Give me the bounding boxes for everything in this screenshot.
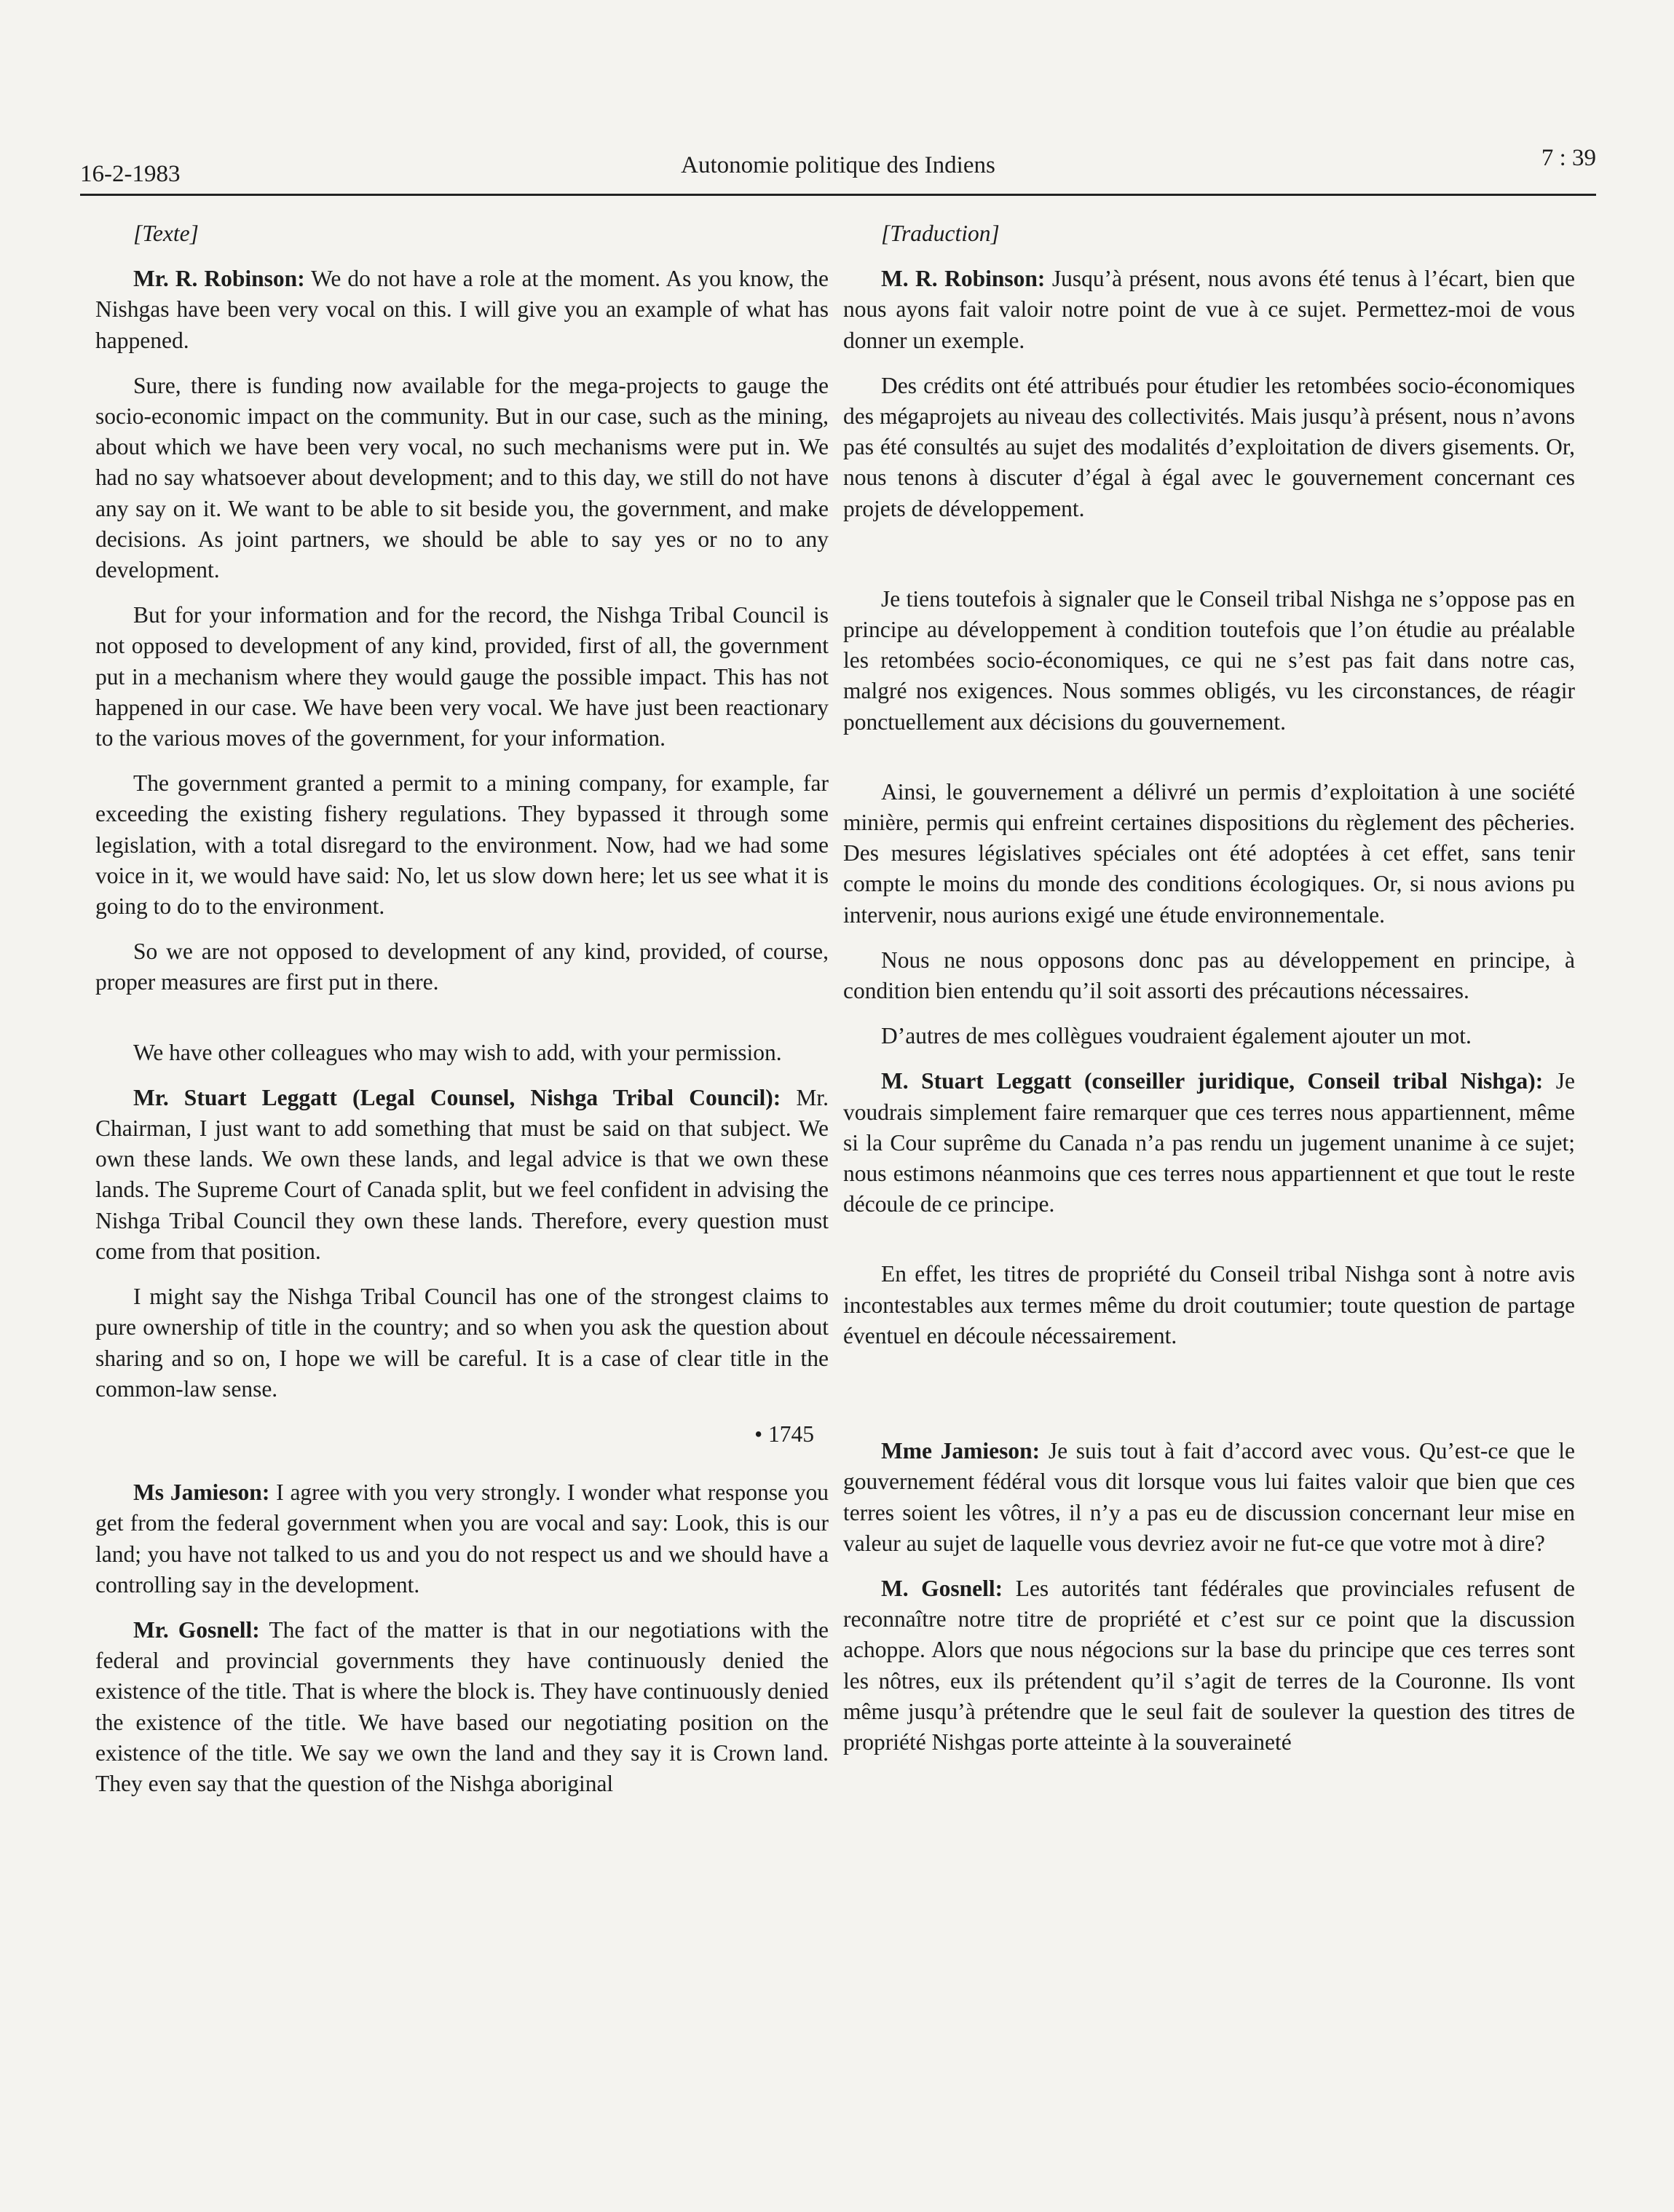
- french-column: [843, 218, 1575, 1772]
- english-paragraph: [95, 1477, 829, 1600]
- french-paragraph: Des crédits ont été attribués pour étudier les retombées socio-économiques des mégaprojets au niveau des collectivités. Mais jusqu’à présent, nous n’avons pas été consultés au sujet des modalités d’exploitation de divers gisements. Or, nous tenons à discuter d’égal à égal avec le gouvernement concernant ces projets de développement.: [843, 372, 1575, 521]
- speaker-name: Mr. Gosnell:: [133, 1616, 260, 1643]
- english-paragraph: We have other colleagues who may wish to add, with your permission.: [133, 1039, 782, 1065]
- spacer: [95, 1013, 829, 1038]
- paragraph-text: We do not have a role at the moment. As you know, the Nishgas have been very vocal on this. I will give you an example of what has happened.: [95, 266, 829, 353]
- english-paragraph: I might say the Nishga Tribal Council has one of the strongest claims to pure ownership of title in the country; and so when you ask the question about sharing and so on, I hope we will be careful. It is a case of clear title in the common-law sense.: [95, 1284, 829, 1402]
- french-tag: [Traduction]: [881, 221, 1000, 246]
- header-date: 16-2-1983: [80, 161, 181, 187]
- french-paragraph: Nous ne nous opposons donc pas au développement en principe, à condition bien entendu qu’il soit assorti des précautions nécessaires.: [843, 947, 1575, 1004]
- header-page-number: 7 : 39: [1541, 145, 1596, 171]
- speaker-name: M. Gosnell:: [881, 1575, 1003, 1601]
- spacer: [843, 1411, 1575, 1436]
- english-paragraph: [95, 264, 829, 356]
- paragraph-text: Mr. Chairman, I just want to add something that must be said on that subject. We own these lands. We own these lands, and legal advice is that we own these lands. The Supreme Court of Canada split, but we feel confident in advising the Nishga Tribal Council they own these lands. Therefore, every question must come from that position.: [95, 1084, 829, 1264]
- page-header: [80, 143, 1596, 196]
- speaker-name: M. Stuart Leggatt (conseiller juridique, Conseil tribal Nishga):: [881, 1068, 1544, 1094]
- paragraph-text: Je suis tout à fait d’accord avec vous. Qu’est-ce que le gouvernement fédéral vous dit lorsque vous lui faites valoir que bien que ces terres soient les vôtres, il n’y a pas eu de discussion concernant leur mise en valeur au sujet de laquelle vous devriez avoir ne fut-ce que votre mot à dire?: [843, 1438, 1575, 1556]
- english-paragraph: Sure, there is funding now available for the mega-projects to gauge the socio-economic impact on the community. But in our case, such as the mining, about which we have been very vocal, no such mechanisms were put in. We had no say whatsoever about development; and to this day, we still do not have any say on it. We want to be able to sit beside you, the government, and make decisions. As joint partners, we should be able to say yes or no to any development.: [95, 372, 829, 583]
- header-title: Autonomie politique des Indiens: [681, 152, 995, 178]
- paragraph-text: I agree with you very strongly. I wonder what response you get from the federal government when you are vocal and say: Look, this is our land; you have not talked to us and you do not respect us and we should have a controlling say in the development.: [95, 1480, 829, 1597]
- french-paragraph: [843, 1573, 1575, 1758]
- paragraph-text: Jusqu’à présent, nous avons été tenus à l’écart, bien que nous ayons fait valoir notre point de vue à ce sujet. Permettez-moi de vous donner un exemple.: [843, 266, 1575, 353]
- paragraph-text: Je voudrais simplement faire remarquer que ces terres nous appartiennent, même si la Cour suprême du Canada n’a pas rendu un jugement unanime à ce sujet; nous estimons néanmoins que ces terres nous appartiennent et que tout le reste découle de ce principe.: [843, 1068, 1575, 1217]
- speaker-name: Mr. R. Robinson:: [133, 266, 305, 292]
- spacer: [843, 539, 1575, 584]
- english-column: [95, 218, 829, 1814]
- english-tag: [Texte]: [133, 221, 199, 246]
- time-marker: • 1745: [754, 1421, 814, 1447]
- french-paragraph: En effet, les titres de propriété du Conseil tribal Nishga sont à notre avis incontestables aux termes même du droit coutumier; toute question de partage éventuel en découle nécessairement.: [843, 1261, 1575, 1348]
- spacer: [843, 752, 1575, 777]
- speaker-name: Ms Jamieson:: [133, 1480, 270, 1506]
- english-paragraph: [95, 1083, 829, 1267]
- french-paragraph: D’autres de mes collègues voudraient également ajouter un mot.: [881, 1023, 1472, 1049]
- speaker-name: Mr. Stuart Leggatt (Legal Counsel, Nishga Tribal Council):: [133, 1084, 781, 1110]
- french-paragraph: Je tiens toutefois à signaler que le Conseil tribal Nishga ne s’oppose pas en principe au développement à condition toutefois que l’on étudie au préalable les retombées socio-économiques, ce qui ne s’est pas fait dans notre cas, malgré nos exigences. Nous sommes obligés, vu les circonstances, de réagir ponctuellement aux décisions du gouvernement.: [843, 585, 1575, 735]
- french-paragraph: [843, 1066, 1575, 1220]
- french-paragraph: [843, 1436, 1575, 1559]
- paragraph-text: Les autorités tant fédérales que provinciales refusent de reconnaître notre titre de propriété et c’est sur ce point que la discussion achoppe. Alors que nous négocions sur la base du principe que ces terres sont les nôtres, eux ils prétendent qu’il s’agit de terres de la Couronne. Ils vont même jusqu’à prétendre que le seul fait de soulever la question des titres de propriété Nishgas porte atteinte à la souveraineté: [843, 1575, 1575, 1755]
- speaker-name: M. R. Robinson:: [881, 266, 1046, 292]
- english-paragraph: But for your information and for the record, the Nishga Tribal Council is not opposed to development of any kind, provided, first of all, the government put in a mechanism where they would gauge the possible impact. This has not happened in our case. We have been very vocal. We have just been reactionary to the various moves of the government, for your information.: [95, 602, 829, 751]
- speaker-name: Mme Jamieson:: [881, 1438, 1041, 1464]
- english-paragraph: So we are not opposed to development of any kind, provided, of course, proper measures are first put in there.: [95, 939, 829, 995]
- english-paragraph: [95, 1615, 829, 1799]
- spacer: [843, 1234, 1575, 1259]
- paragraph-text: The fact of the matter is that in our negotiations with the federal and provincial governments they have continuously denied the existence of the title. That is where the block is. They have continuously denied the existence of the title. We have based our negotiating position on the existence of the title. We say we own the land and they say it is Crown land. They even say that the question of the Nishga aboriginal: [95, 1616, 829, 1796]
- french-paragraph: Ainsi, le gouvernement a délivré un permis d’exploitation à une société minière, permis qui enfreint certaines dispositions du règlement des pêcheries. Des mesures législatives spéciales ont été adoptées à cet effet, sans tenir compte le moins du monde des conditions écologiques. Or, si nous avions pu intervenir, nous aurions exigé une étude environnementale.: [843, 778, 1575, 928]
- english-paragraph: The government granted a permit to a mining company, for example, far exceeding the existing fishery regulations. They bypassed it through some legislation, with a total disregard to the environment. Now, had we had some voice in it, we would have said: No, let us slow down here; let us see what it is going to do to the environment.: [95, 770, 829, 920]
- spacer: [843, 1366, 1575, 1411]
- french-paragraph: [843, 264, 1575, 356]
